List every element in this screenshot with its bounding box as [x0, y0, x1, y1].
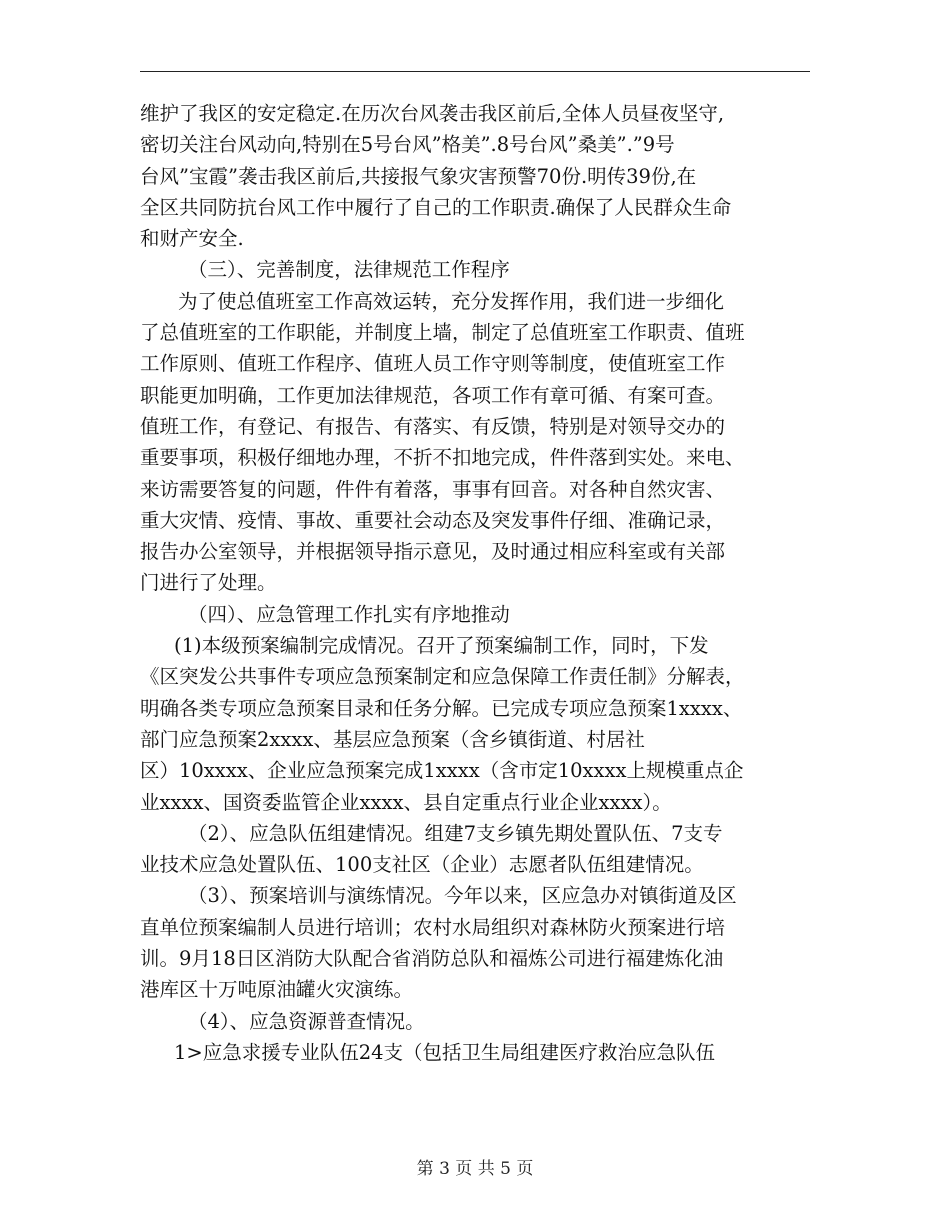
text-line: 和财产安全.	[140, 227, 244, 251]
text-line: 维护了我区的安定稳定.在历次台风袭击我区前后,全体人员昼夜坚守,	[140, 102, 725, 125]
text-line: （2）、应急队伍组建情况。组建7支乡镇先期处置队伍、7支专	[188, 821, 723, 845]
text-line: 明确各类专项应急预案目录和任务分解。已完成专项应急预案1xxxx、	[140, 696, 743, 720]
text-line: 值班工作，有登记、有报告、有落实、有反馈，特别是对领导交办的	[140, 414, 726, 438]
text-line: 港库区十万吨原油罐火灾演练。	[140, 978, 414, 1002]
text-line: 台风”宝霞”袭击我区前后,共接报气象灾害预警70份.明传39份,在	[140, 164, 697, 188]
text-line: 《区突发公共事件专项应急预案制定和应急保障工作责任制》分解表，	[140, 665, 745, 689]
text-line: 业xxxx、国资委监管企业xxxx、县自定重点行业企业xxxx）。	[140, 790, 672, 814]
text-line: （4）、应急资源普查情况。	[188, 1009, 425, 1033]
text-line: （3）、预案培训与演练情况。今年以来，区应急办对镇街道及区	[188, 884, 737, 908]
text-line: 部门应急预案2xxxx、基层应急预案（含乡镇街道、村居社	[140, 727, 645, 751]
text-line: 职能更加明确，工作更加法律规范，各项工作有章可循、有案可查。	[140, 383, 726, 407]
text-line: 业技术应急处置队伍、100支社区（企业）志愿者队伍组建情况。	[140, 853, 704, 877]
text-line: 训。9月18日区消防大队配合省消防总队和福炼公司进行福建炼化油	[140, 947, 724, 971]
text-line: 直单位预案编制人员进行培训；农村水局组织对森林防火预案进行培	[140, 915, 726, 939]
text-line: 1>应急求援专业队伍24支（包括卫生局组建医疗救治应急队伍	[174, 1040, 716, 1064]
text-line: 了总值班室的工作职能，并制度上墙，制定了总值班室工作职责、值班	[140, 321, 745, 345]
text-line: 重大灾情、疫情、事故、重要社会动态及突发事件仔细、准确记录，	[140, 508, 726, 532]
text-line: 报告办公室领导，并根据领导指示意见，及时通过相应科室或有关部	[140, 540, 726, 564]
text-line: 全区共同防抗台风工作中履行了自己的工作职责.确保了人民群众生命	[140, 195, 732, 219]
text-line: 重要事项，积极仔细地办理，不折不扣地完成，件件落到实处。来电、	[140, 446, 745, 470]
page-number: 第 3 页 共 5 页	[416, 1159, 534, 1179]
section-heading: （三）、完善制度，法律规范工作程序	[188, 258, 510, 282]
text-line: 为了使总值班室工作高效运转，充分发挥作用，我们进一步细化	[178, 289, 725, 313]
text-line: 来访需要答复的问题，件件有着落，事事有回音。对各种自然灾害、	[140, 477, 726, 501]
text-line: 门进行了处理。	[140, 571, 277, 595]
text-line: 区）10xxxx、企业应急预案完成1xxxx（含市定10xxxx上规模重点企	[140, 759, 744, 783]
section-heading: （四）、应急管理工作扎实有序地推动	[188, 602, 510, 626]
document-body	[140, 98, 810, 1068]
text-line: 工作原则、值班工作程序、值班人员工作守则等制度，使值班室工作	[140, 352, 726, 376]
header-rule	[140, 71, 810, 72]
text-line: 密切关注台风动向,特别在5号台风”格美”.8号台风”桑美”.”9号	[140, 133, 675, 157]
text-line: (1)本级预案编制完成情况。召开了预案编制工作，同时，下发	[174, 634, 709, 658]
